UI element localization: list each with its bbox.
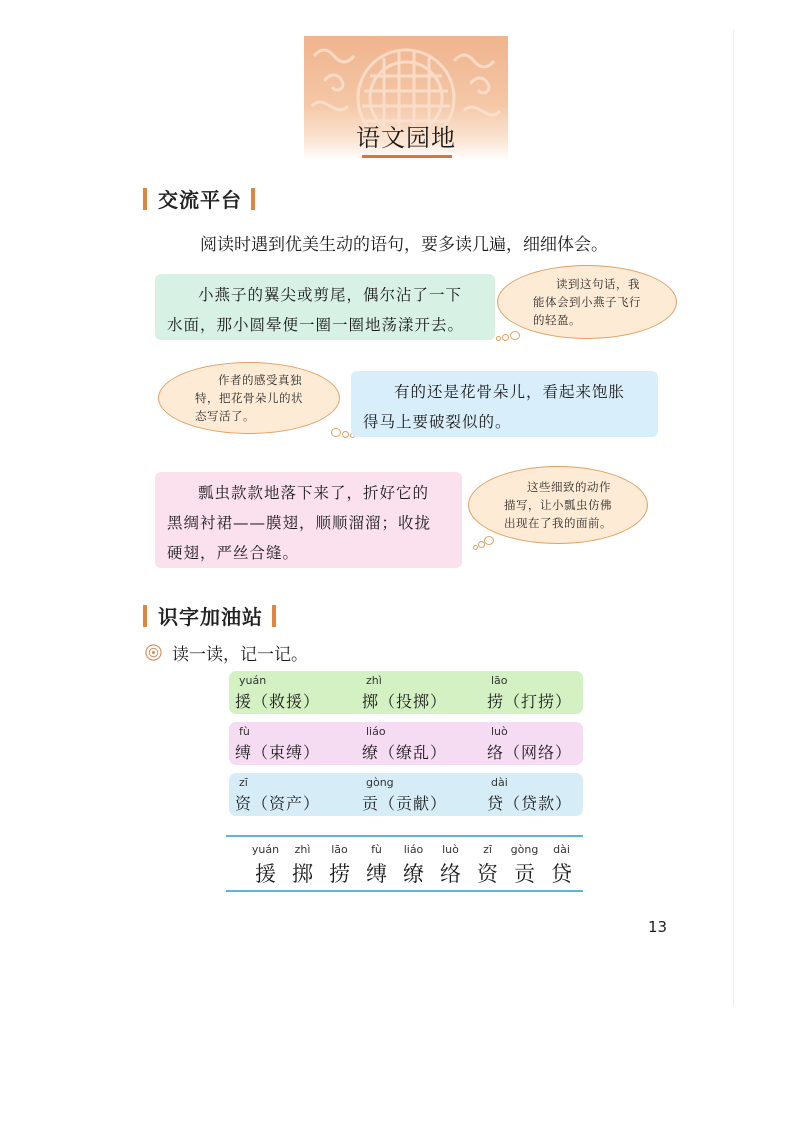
cloud-line: 这些细致的动作 <box>527 480 611 494</box>
word: 贷（贷款） <box>487 794 573 813</box>
cloud-line: 态写活了。 <box>195 409 255 423</box>
thought-bubble <box>331 428 341 437</box>
char-cell <box>396 843 431 888</box>
pinyin: zī <box>239 776 248 789</box>
pinyin: fù <box>371 843 382 856</box>
thought-bubble <box>510 331 520 340</box>
hanzi: 援 <box>255 862 276 886</box>
quote-line: 黑绸衬裙——膜翅，顺顺溜溜；收拢 <box>167 514 432 532</box>
cloud-line: 作者的感受真独 <box>218 373 302 387</box>
page-number: 13 <box>648 918 668 936</box>
heading-bar-left <box>143 605 147 627</box>
hanzi: 捞 <box>329 862 350 886</box>
hanzi: 缭 <box>403 862 424 886</box>
word: 贡（贡献） <box>362 794 448 813</box>
heading-bar-right <box>272 605 276 627</box>
pinyin: dài <box>491 776 508 789</box>
cloud-line: 出现在了我的面前。 <box>504 516 612 530</box>
thought-bubble <box>478 541 485 548</box>
hanzi: 贷 <box>551 862 572 886</box>
word: 援（救援） <box>235 692 321 711</box>
char-cell <box>544 843 579 888</box>
quote-line: 有的还是花骨朵儿，看起来饱胀 <box>394 383 626 401</box>
quote-line: 硬翅，严丝合缝。 <box>167 544 300 562</box>
page-title: 语文园地 <box>356 124 456 152</box>
thought-bubble <box>496 336 501 341</box>
section-heading-exchange <box>143 184 255 213</box>
pinyin: zhì <box>366 674 382 687</box>
char-cell <box>470 843 505 888</box>
word: 络（网络） <box>487 743 573 762</box>
heading-bar-left <box>143 188 147 210</box>
section-title: 交流平台 <box>158 188 242 212</box>
char-cell <box>285 843 320 888</box>
char-cell <box>507 843 542 888</box>
char-cell <box>248 843 283 888</box>
quote-line: 水面，那小圆晕便一圈一圈地荡漾开去。 <box>167 316 465 334</box>
section-heading-literacy <box>143 601 276 630</box>
quote-box-ladybug <box>155 472 462 568</box>
pinyin: liáo <box>366 725 386 738</box>
flower-icon <box>145 644 162 661</box>
cloud-line: 特，把花骨朵儿的状 <box>195 391 303 405</box>
instruction-text: 读一读，记一记。 <box>172 645 308 665</box>
thought-bubble <box>473 545 478 550</box>
cloud-line: 读到这句话，我 <box>556 277 640 291</box>
pinyin: lāo <box>331 843 348 856</box>
pinyin: dài <box>553 843 570 856</box>
quote-box-swallow <box>155 274 495 340</box>
rule-top <box>226 835 583 837</box>
word-row-green <box>229 671 583 714</box>
hanzi: 贡 <box>514 862 535 886</box>
word-row-pink <box>229 722 583 765</box>
thought-bubble <box>342 431 349 438</box>
quote-line: 瓢虫款款地落下来了，折好它的 <box>198 484 430 502</box>
thought-cloud <box>497 265 677 339</box>
pinyin: yuán <box>239 674 267 687</box>
pinyin: gòng <box>366 776 394 789</box>
pinyin: zhì <box>294 843 311 856</box>
thought-bubble <box>484 536 494 545</box>
cloud-line: 描写，让小瓢虫仿佛 <box>504 498 612 512</box>
char-cell <box>433 843 468 888</box>
thought-cloud <box>468 466 648 544</box>
instruction-row <box>145 640 308 665</box>
pinyin: luò <box>442 843 459 856</box>
rule-bottom <box>226 890 583 892</box>
pinyin: luò <box>491 725 508 738</box>
char-cell <box>359 843 394 888</box>
word: 掷（投掷） <box>362 692 448 711</box>
hanzi: 掷 <box>292 862 313 886</box>
hanzi: 络 <box>440 862 461 886</box>
char-cell <box>322 843 357 888</box>
character-strip <box>248 843 581 888</box>
pinyin: zī <box>483 843 492 856</box>
cloud-line: 能体会到小燕子飞行 <box>533 295 641 309</box>
intro-text: 阅读时遇到优美生动的语句，要多读几遍，细细体会。 <box>200 235 608 255</box>
word: 缭（缭乱） <box>362 743 448 762</box>
pinyin: liáo <box>403 843 424 856</box>
hanzi: 资 <box>477 862 498 886</box>
title-underline <box>362 155 452 158</box>
word: 资（资产） <box>235 794 321 813</box>
quote-line: 小燕子的翼尖或剪尾，偶尔沾了一下 <box>198 286 463 304</box>
word: 捞（打捞） <box>487 692 573 711</box>
pinyin: yuán <box>251 843 280 856</box>
quote-box-flower <box>351 371 658 437</box>
quote-line: 得马上要破裂似的。 <box>363 413 512 431</box>
word-row-blue <box>229 773 583 816</box>
hanzi: 缚 <box>366 862 387 886</box>
thought-cloud <box>158 362 340 434</box>
pinyin: fù <box>239 725 250 738</box>
pinyin: lāo <box>491 674 508 687</box>
cloud-line: 的轻盈。 <box>533 313 581 327</box>
word: 缚（束缚） <box>235 743 321 762</box>
pinyin: gòng <box>510 843 539 856</box>
section-title: 识字加油站 <box>158 605 263 629</box>
heading-bar-right <box>251 188 255 210</box>
page-edge <box>733 30 734 1005</box>
thought-bubble <box>502 334 509 341</box>
